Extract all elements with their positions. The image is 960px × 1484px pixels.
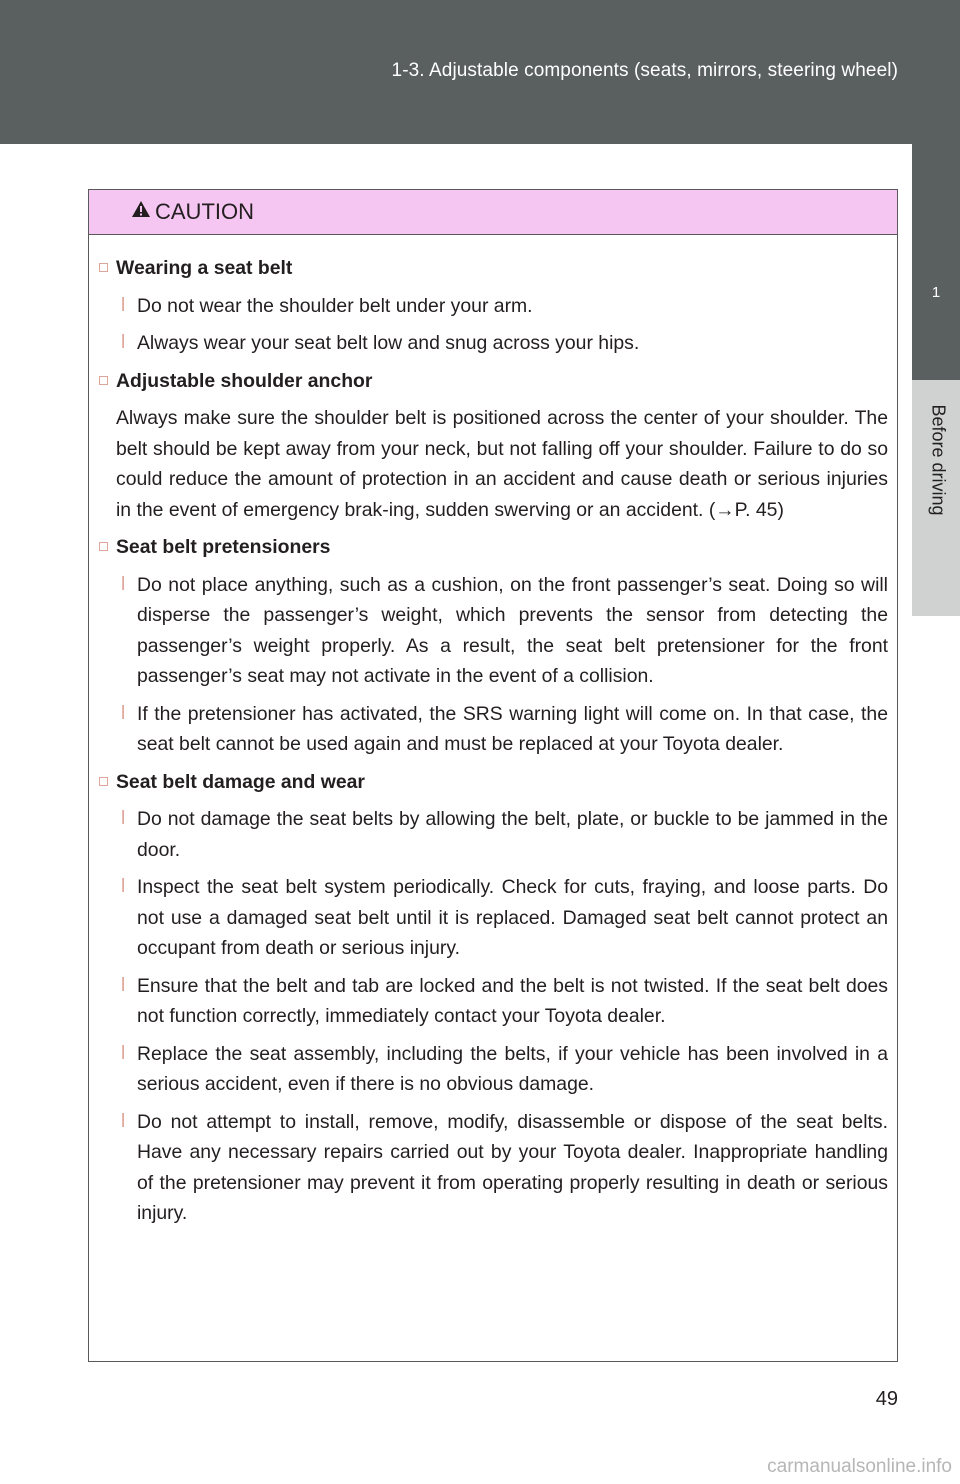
list-item bbox=[99, 1039, 888, 1100]
list-item-text: Ensure that the belt and tab are locked and the belt is not twisted. If the seat belt does not function correctly, immediately contact your Toyota dealer. bbox=[137, 974, 888, 1027]
list-item bbox=[99, 971, 888, 1032]
square-bullet-icon bbox=[99, 542, 108, 551]
section-heading bbox=[99, 767, 888, 798]
section-heading bbox=[99, 532, 888, 563]
bullet-icon: l bbox=[121, 702, 126, 724]
page-number: 49 bbox=[875, 1388, 898, 1410]
list-item-text: Do not wear the shoulder belt under your arm. bbox=[137, 294, 533, 317]
list-item-text: Always wear your seat belt low and snug across your hips. bbox=[137, 332, 640, 354]
list-item-text: If the pretensioner has activated, the SRS warning light will come on. In that case, the seat belt cannot be used again and must be replaced at your Toyota dealer. bbox=[137, 702, 888, 755]
header-bar bbox=[0, 0, 960, 144]
section-paragraph: Always make sure the shoulder belt is positioned across the center of your shoulder. The belt should be kept away from your neck, but not falling off your shoulder. Failure to do so could reduce the amount of protection in an accident and cause death or serious injuries in the event of emergency brak-ing, sudden swerving or an accident. (→P. 45) bbox=[116, 407, 888, 521]
bullet-icon: l bbox=[121, 1042, 126, 1064]
bullet-icon: l bbox=[121, 332, 126, 353]
caution-box bbox=[88, 189, 898, 1362]
warning-triangle-icon bbox=[131, 200, 151, 218]
caution-title: CAUTION bbox=[155, 199, 254, 224]
caution-body bbox=[89, 235, 897, 1229]
bullet-icon: l bbox=[121, 876, 126, 897]
list-item-text: Do not damage the seat belts by allowing the belt, plate, or buckle to be jammed in the door. bbox=[137, 808, 888, 861]
list-item-text: Do not attempt to install, remove, modify, disassemble or dispose of the seat belts. Have any necessary repairs carried out by your Toyota dealer. Inappropriate handling of the pretensioner may prevent it from operating properly resulting in death or serious injury. bbox=[137, 1110, 888, 1224]
chapter-label: Before driving bbox=[928, 404, 949, 516]
watermark: carmanualsonline.info bbox=[767, 1456, 952, 1477]
section-heading bbox=[99, 253, 888, 284]
square-bullet-icon bbox=[99, 376, 108, 385]
section-heading-text: Seat belt pretensioners bbox=[116, 536, 331, 558]
square-bullet-icon bbox=[99, 777, 108, 786]
list-item-text: Do not place anything, such as a cushion, on the front passenger’s seat. Doing so will disperse the passenger’s weight, which prevents the sensor from detecting the passenger’s weight properly. As a result, the seat belt pretensioner for the front passenger’s seat may not activate in the event of a collision. bbox=[137, 573, 888, 687]
list-item bbox=[99, 804, 888, 865]
list-item bbox=[99, 1107, 888, 1229]
section-title: 1-3. Adjustable components (seats, mirrors, steering wheel) bbox=[391, 60, 898, 81]
list-item bbox=[99, 699, 888, 760]
section-heading bbox=[99, 366, 888, 397]
list-item-text: Inspect the seat belt system periodically. Check for cuts, fraying, and loose parts. Do not use a damaged seat belt until it is replaced. Damaged seat belt cannot protect an occupant from death or serious injury. bbox=[137, 876, 888, 959]
bullet-icon: l bbox=[121, 1110, 126, 1132]
section-heading-text: Adjustable shoulder anchor bbox=[116, 369, 373, 392]
caution-header bbox=[89, 190, 897, 235]
bullet-icon: l bbox=[121, 573, 126, 595]
list-item bbox=[99, 570, 888, 692]
list-item bbox=[99, 291, 888, 322]
square-bullet-icon bbox=[99, 263, 108, 272]
bullet-icon: l bbox=[121, 294, 126, 316]
bullet-icon: l bbox=[121, 974, 126, 996]
list-item-text: Replace the seat assembly, including the belts, if your vehicle has been involved in a serious accident, even if there is no obvious damage. bbox=[137, 1042, 888, 1095]
list-item bbox=[99, 328, 888, 359]
section-heading-text: Wearing a seat belt bbox=[116, 257, 293, 279]
chapter-tab bbox=[912, 144, 960, 380]
list-item bbox=[99, 872, 888, 964]
bullet-icon: l bbox=[121, 808, 126, 829]
chapter-number: 1 bbox=[931, 284, 941, 301]
section-heading-text: Seat belt damage and wear bbox=[116, 770, 365, 793]
